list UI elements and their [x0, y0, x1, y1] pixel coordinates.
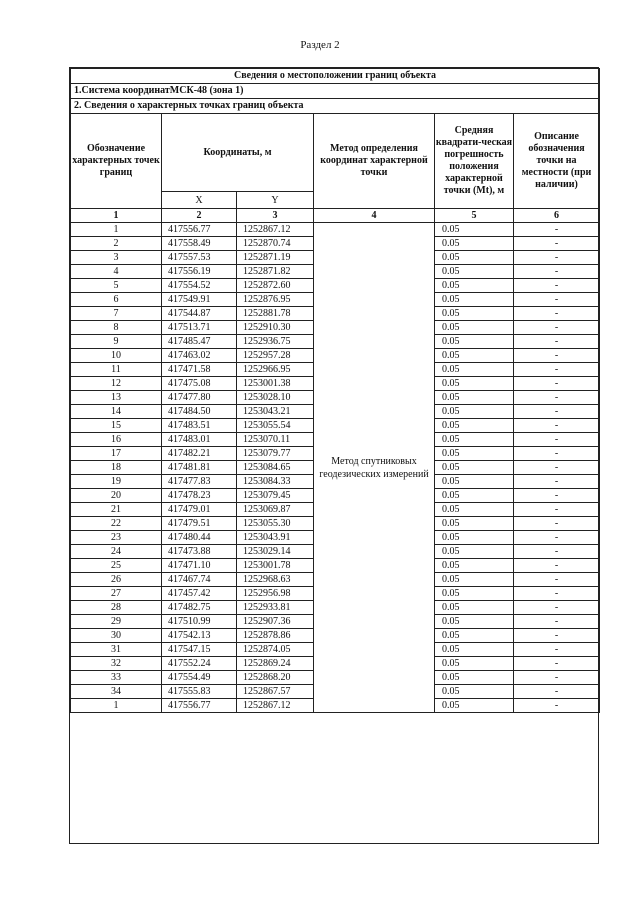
mean-error-cell: 0.05: [435, 335, 514, 349]
x-coordinate-cell: 417513.71: [162, 321, 237, 335]
x-coordinate-cell: 417547.15: [162, 643, 237, 657]
point-number-cell: 18: [71, 461, 162, 475]
mean-error-cell: 0.05: [435, 461, 514, 475]
y-coordinate-cell: 1252966.95: [237, 363, 314, 377]
description-cell: -: [514, 349, 600, 363]
description-cell: -: [514, 615, 600, 629]
mean-error-cell: 0.05: [435, 447, 514, 461]
point-number-cell: 1: [71, 699, 162, 713]
point-number-cell: 15: [71, 419, 162, 433]
mean-error-cell: 0.05: [435, 671, 514, 685]
description-cell: -: [514, 531, 600, 545]
x-coordinate-cell: 417483.01: [162, 433, 237, 447]
boundary-info-frame: [69, 67, 599, 844]
y-coordinate-cell: 1253084.65: [237, 461, 314, 475]
method-cell: Метод спутниковых геодезических измерений: [314, 223, 435, 713]
x-coordinate-cell: 417556.19: [162, 265, 237, 279]
point-number-cell: 33: [71, 671, 162, 685]
x-coordinate-cell: 417463.02: [162, 349, 237, 363]
point-number-cell: 24: [71, 545, 162, 559]
column-number: 4: [314, 209, 435, 223]
column-number: 5: [435, 209, 514, 223]
header-description: Описание обозначения точки на местности (при наличии): [514, 114, 600, 209]
x-coordinate-cell: 417473.88: [162, 545, 237, 559]
point-number-cell: 23: [71, 531, 162, 545]
y-coordinate-cell: 1253043.91: [237, 531, 314, 545]
point-number-cell: 14: [71, 405, 162, 419]
mean-error-cell: 0.05: [435, 573, 514, 587]
y-coordinate-cell: 1252956.98: [237, 587, 314, 601]
x-coordinate-cell: 417479.01: [162, 503, 237, 517]
y-coordinate-cell: 1253055.54: [237, 419, 314, 433]
x-coordinate-cell: 417557.53: [162, 251, 237, 265]
x-coordinate-cell: 417510.99: [162, 615, 237, 629]
table-title: Сведения о местоположении границ объекта: [71, 69, 600, 84]
mean-error-cell: 0.05: [435, 629, 514, 643]
y-coordinate-cell: 1253001.78: [237, 559, 314, 573]
point-number-cell: 32: [71, 657, 162, 671]
description-cell: -: [514, 517, 600, 531]
description-cell: -: [514, 447, 600, 461]
y-coordinate-cell: 1252968.63: [237, 573, 314, 587]
mean-error-cell: 0.05: [435, 363, 514, 377]
description-cell: -: [514, 433, 600, 447]
x-coordinate-cell: 417471.10: [162, 559, 237, 573]
x-coordinate-cell: 417554.49: [162, 671, 237, 685]
y-coordinate-cell: 1252872.60: [237, 279, 314, 293]
description-cell: -: [514, 629, 600, 643]
y-coordinate-cell: 1252933.81: [237, 601, 314, 615]
x-coordinate-cell: 417556.77: [162, 223, 237, 237]
x-coordinate-cell: 417477.80: [162, 391, 237, 405]
x-coordinate-cell: 417471.58: [162, 363, 237, 377]
x-coordinate-cell: 417544.87: [162, 307, 237, 321]
description-cell: -: [514, 475, 600, 489]
description-cell: -: [514, 321, 600, 335]
mean-error-cell: 0.05: [435, 615, 514, 629]
y-coordinate-cell: 1253070.11: [237, 433, 314, 447]
mean-error-cell: 0.05: [435, 251, 514, 265]
y-coordinate-cell: 1253069.87: [237, 503, 314, 517]
y-coordinate-cell: 1252881.78: [237, 307, 314, 321]
section-title: Раздел 2: [300, 39, 340, 51]
mean-error-cell: 0.05: [435, 433, 514, 447]
point-number-cell: 11: [71, 363, 162, 377]
point-number-cell: 6: [71, 293, 162, 307]
point-number-cell: 1: [71, 223, 162, 237]
mean-error-cell: 0.05: [435, 377, 514, 391]
point-number-cell: 9: [71, 335, 162, 349]
description-cell: -: [514, 489, 600, 503]
mean-error-cell: 0.05: [435, 293, 514, 307]
x-coordinate-cell: 417457.42: [162, 587, 237, 601]
point-number-cell: 21: [71, 503, 162, 517]
point-number-cell: 19: [71, 475, 162, 489]
x-coordinate-cell: 417483.51: [162, 419, 237, 433]
y-coordinate-cell: 1253084.33: [237, 475, 314, 489]
mean-error-cell: 0.05: [435, 699, 514, 713]
point-number-cell: 27: [71, 587, 162, 601]
x-coordinate-cell: 417482.75: [162, 601, 237, 615]
mean-error-cell: 0.05: [435, 223, 514, 237]
y-coordinate-cell: 1252876.95: [237, 293, 314, 307]
point-number-cell: 30: [71, 629, 162, 643]
x-coordinate-cell: 417467.74: [162, 573, 237, 587]
y-coordinate-cell: 1253079.77: [237, 447, 314, 461]
x-coordinate-cell: 417554.52: [162, 279, 237, 293]
x-coordinate-cell: 417484.50: [162, 405, 237, 419]
y-coordinate-cell: 1252878.86: [237, 629, 314, 643]
description-cell: -: [514, 545, 600, 559]
boundary-points-table: [70, 68, 600, 713]
y-coordinate-cell: 1252874.05: [237, 643, 314, 657]
column-number: 6: [514, 209, 600, 223]
description-cell: -: [514, 699, 600, 713]
mean-error-cell: 0.05: [435, 265, 514, 279]
point-number-cell: 34: [71, 685, 162, 699]
mean-error-cell: 0.05: [435, 489, 514, 503]
mean-error-cell: 0.05: [435, 643, 514, 657]
x-coordinate-cell: 417549.91: [162, 293, 237, 307]
y-coordinate-cell: 1252871.82: [237, 265, 314, 279]
y-coordinate-cell: 1252867.12: [237, 699, 314, 713]
description-cell: -: [514, 657, 600, 671]
x-coordinate-cell: 417475.08: [162, 377, 237, 391]
point-number-cell: 31: [71, 643, 162, 657]
mean-error-cell: 0.05: [435, 419, 514, 433]
y-coordinate-cell: 1252957.28: [237, 349, 314, 363]
y-coordinate-cell: 1252869.24: [237, 657, 314, 671]
point-number-cell: 16: [71, 433, 162, 447]
description-cell: -: [514, 377, 600, 391]
point-number-cell: 8: [71, 321, 162, 335]
mean-error-cell: 0.05: [435, 559, 514, 573]
y-coordinate-cell: 1252867.12: [237, 223, 314, 237]
column-number-row: [71, 209, 600, 223]
mean-error-cell: 0.05: [435, 601, 514, 615]
mean-error-cell: 0.05: [435, 349, 514, 363]
header-mean-error: Средняя квадрати-ческая погрешность положения характерной точки (Mt), м: [435, 114, 514, 209]
x-coordinate-cell: 417558.49: [162, 237, 237, 251]
coord-system-line: 1.Система координатМСК-48 (зона 1): [71, 84, 600, 99]
description-cell: -: [514, 391, 600, 405]
mean-error-cell: 0.05: [435, 391, 514, 405]
y-coordinate-cell: 1252868.20: [237, 671, 314, 685]
header-coordinates: Координаты, м: [162, 114, 314, 192]
description-cell: -: [514, 307, 600, 321]
mean-error-cell: 0.05: [435, 475, 514, 489]
y-coordinate-cell: 1252907.36: [237, 615, 314, 629]
x-coordinate-cell: 417482.21: [162, 447, 237, 461]
x-coordinate-cell: 417542.13: [162, 629, 237, 643]
y-coordinate-cell: 1252867.57: [237, 685, 314, 699]
y-coordinate-cell: 1253001.38: [237, 377, 314, 391]
y-coordinate-cell: 1253028.10: [237, 391, 314, 405]
x-coordinate-cell: 417485.47: [162, 335, 237, 349]
table-row: [71, 223, 600, 237]
point-number-cell: 13: [71, 391, 162, 405]
description-cell: -: [514, 503, 600, 517]
point-number-cell: 20: [71, 489, 162, 503]
mean-error-cell: 0.05: [435, 279, 514, 293]
description-cell: -: [514, 223, 600, 237]
mean-error-cell: 0.05: [435, 587, 514, 601]
x-coordinate-cell: 417478.23: [162, 489, 237, 503]
mean-error-cell: 0.05: [435, 545, 514, 559]
description-cell: -: [514, 251, 600, 265]
description-cell: -: [514, 419, 600, 433]
description-cell: -: [514, 293, 600, 307]
points-section-title: 2. Сведения о характерных точках границ объекта: [71, 99, 600, 114]
x-coordinate-cell: 417555.83: [162, 685, 237, 699]
header-x: X: [162, 192, 237, 209]
y-coordinate-cell: 1253043.21: [237, 405, 314, 419]
mean-error-cell: 0.05: [435, 685, 514, 699]
point-number-cell: 7: [71, 307, 162, 321]
description-cell: -: [514, 573, 600, 587]
x-coordinate-cell: 417552.24: [162, 657, 237, 671]
point-number-cell: 5: [71, 279, 162, 293]
y-coordinate-cell: 1252910.30: [237, 321, 314, 335]
column-number: 1: [71, 209, 162, 223]
point-number-cell: 22: [71, 517, 162, 531]
point-number-cell: 28: [71, 601, 162, 615]
x-coordinate-cell: 417556.77: [162, 699, 237, 713]
y-coordinate-cell: 1253029.14: [237, 545, 314, 559]
point-number-cell: 26: [71, 573, 162, 587]
y-coordinate-cell: 1252871.19: [237, 251, 314, 265]
header-point-designation: Обозначение характерных точек границ: [71, 114, 162, 209]
x-coordinate-cell: 417481.81: [162, 461, 237, 475]
point-number-cell: 12: [71, 377, 162, 391]
mean-error-cell: 0.05: [435, 517, 514, 531]
description-cell: -: [514, 363, 600, 377]
description-cell: -: [514, 601, 600, 615]
point-number-cell: 3: [71, 251, 162, 265]
point-number-cell: 10: [71, 349, 162, 363]
point-number-cell: 17: [71, 447, 162, 461]
x-coordinate-cell: 417477.83: [162, 475, 237, 489]
description-cell: -: [514, 643, 600, 657]
description-cell: -: [514, 559, 600, 573]
y-coordinate-cell: 1253055.30: [237, 517, 314, 531]
description-cell: -: [514, 405, 600, 419]
point-number-cell: 4: [71, 265, 162, 279]
description-cell: -: [514, 461, 600, 475]
header-y: Y: [237, 192, 314, 209]
point-number-cell: 29: [71, 615, 162, 629]
mean-error-cell: 0.05: [435, 237, 514, 251]
point-number-cell: 2: [71, 237, 162, 251]
mean-error-cell: 0.05: [435, 503, 514, 517]
column-number: 3: [237, 209, 314, 223]
description-cell: -: [514, 587, 600, 601]
description-cell: -: [514, 279, 600, 293]
header-method: Метод определения координат характерной точки: [314, 114, 435, 209]
mean-error-cell: 0.05: [435, 405, 514, 419]
mean-error-cell: 0.05: [435, 531, 514, 545]
column-number: 2: [162, 209, 237, 223]
point-number-cell: 25: [71, 559, 162, 573]
y-coordinate-cell: 1252870.74: [237, 237, 314, 251]
description-cell: -: [514, 237, 600, 251]
mean-error-cell: 0.05: [435, 321, 514, 335]
description-cell: -: [514, 685, 600, 699]
y-coordinate-cell: 1252936.75: [237, 335, 314, 349]
mean-error-cell: 0.05: [435, 307, 514, 321]
x-coordinate-cell: 417480.44: [162, 531, 237, 545]
x-coordinate-cell: 417479.51: [162, 517, 237, 531]
description-cell: -: [514, 335, 600, 349]
description-cell: -: [514, 671, 600, 685]
mean-error-cell: 0.05: [435, 657, 514, 671]
description-cell: -: [514, 265, 600, 279]
y-coordinate-cell: 1253079.45: [237, 489, 314, 503]
